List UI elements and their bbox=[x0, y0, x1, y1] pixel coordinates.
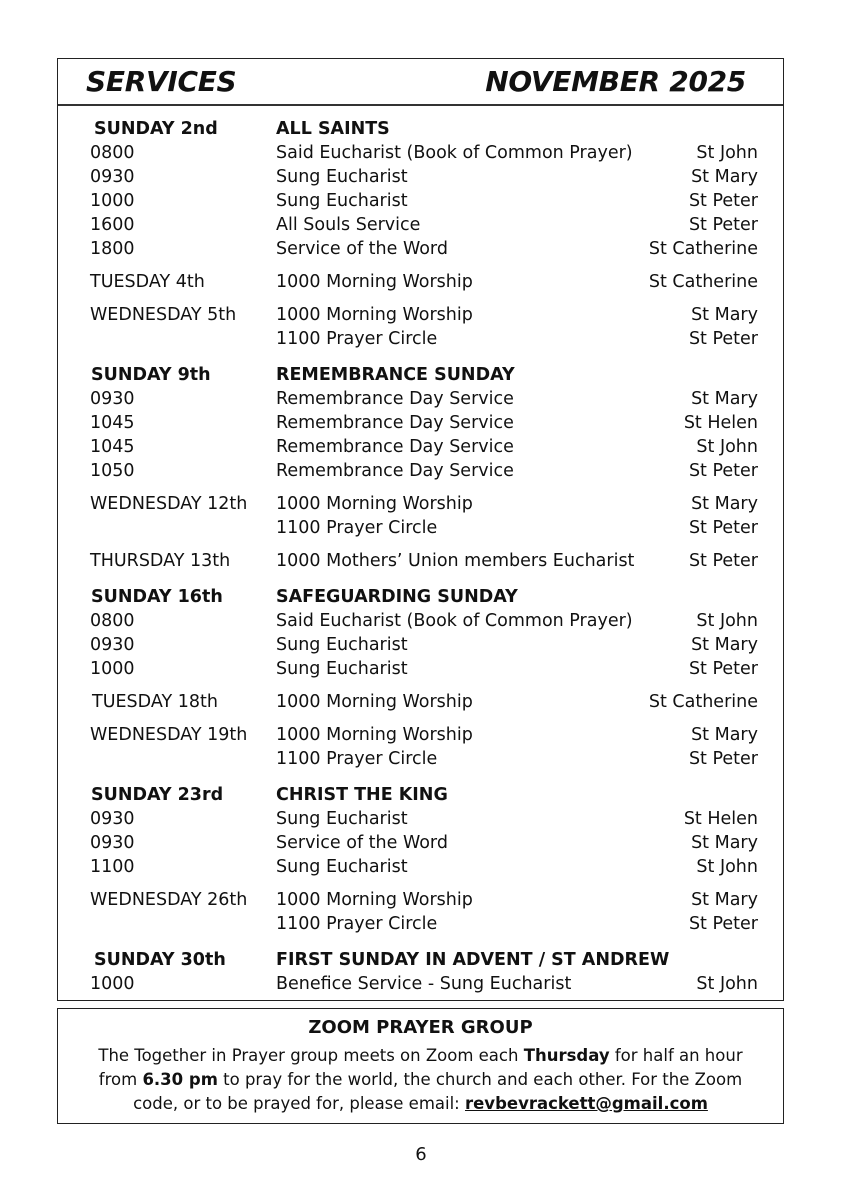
service-location: St Peter bbox=[688, 659, 758, 679]
service-location: St Mary bbox=[691, 305, 758, 325]
service-day-time: 1600 bbox=[90, 215, 135, 235]
service-day-time: WEDNESDAY 12th bbox=[90, 494, 248, 514]
service-day-time: 0930 bbox=[90, 809, 135, 829]
service-event: SAFEGUARDING SUNDAY bbox=[276, 587, 518, 607]
service-day-time: WEDNESDAY 26th bbox=[90, 890, 248, 910]
service-location: St Peter bbox=[688, 215, 758, 235]
services-box bbox=[57, 58, 784, 1001]
service-row bbox=[58, 303, 783, 327]
service-location: St Peter bbox=[688, 749, 758, 769]
service-location: St John bbox=[696, 974, 758, 994]
service-row bbox=[58, 141, 783, 165]
zoom-text-line-3: code, or to be prayed for, please email: revbevrackett@gmail.com bbox=[133, 1094, 708, 1113]
service-row bbox=[58, 327, 783, 351]
service-event: Said Eucharist (Book of Common Prayer) bbox=[276, 611, 633, 631]
service-day-heading bbox=[58, 117, 783, 141]
service-location: St Mary bbox=[691, 494, 758, 514]
service-event: 1000 Morning Worship bbox=[276, 692, 473, 712]
service-row bbox=[58, 888, 783, 912]
service-day-time: 0930 bbox=[90, 167, 135, 187]
service-event: 1000 Morning Worship bbox=[276, 494, 473, 514]
service-row bbox=[58, 213, 783, 237]
page-number: 6 bbox=[415, 1144, 427, 1165]
service-row bbox=[58, 855, 783, 879]
service-event: Remembrance Day Service bbox=[276, 461, 514, 481]
service-day-time: 0930 bbox=[90, 389, 135, 409]
service-day-time: 1000 bbox=[90, 191, 135, 211]
service-row bbox=[58, 516, 783, 540]
service-row bbox=[58, 411, 783, 435]
service-row bbox=[58, 747, 783, 771]
service-location: St Mary bbox=[691, 725, 758, 745]
service-row bbox=[58, 912, 783, 936]
service-location: St John bbox=[696, 437, 758, 457]
service-day-heading bbox=[58, 783, 783, 807]
services-header bbox=[58, 59, 783, 106]
service-event: FIRST SUNDAY IN ADVENT / ST ANDREW bbox=[276, 950, 670, 970]
service-day-time: 1100 bbox=[90, 857, 135, 877]
service-row bbox=[58, 237, 783, 261]
service-event: 1000 Morning Worship bbox=[276, 305, 473, 325]
service-day-heading bbox=[58, 585, 783, 609]
service-day-time: 0800 bbox=[90, 143, 135, 163]
zoom-text-line-1: The Together in Prayer group meets on Zoom each Thursday for half an hour bbox=[98, 1046, 743, 1065]
service-event: 1100 Prayer Circle bbox=[276, 329, 438, 349]
service-event: Sung Eucharist bbox=[276, 191, 408, 211]
service-event: Sung Eucharist bbox=[276, 659, 408, 679]
service-day-time: 1045 bbox=[90, 413, 135, 433]
service-location: St Helen bbox=[683, 413, 758, 433]
service-row bbox=[58, 189, 783, 213]
service-day-time: 0930 bbox=[90, 635, 135, 655]
service-day-time: TUESDAY 4th bbox=[90, 272, 205, 292]
service-event: 1000 Morning Worship bbox=[276, 725, 473, 745]
service-day-time: SUNDAY 23rd bbox=[91, 785, 224, 805]
service-day-time: SUNDAY 2nd bbox=[94, 119, 218, 139]
service-row bbox=[58, 165, 783, 189]
service-day-time: 1000 bbox=[90, 974, 135, 994]
service-event: CHRIST THE KING bbox=[276, 785, 448, 805]
service-row bbox=[58, 387, 783, 411]
service-event: Remembrance Day Service bbox=[276, 413, 514, 433]
service-day-time: 0800 bbox=[90, 611, 135, 631]
service-day-time: 0930 bbox=[90, 833, 135, 853]
service-row bbox=[58, 831, 783, 855]
service-event: ALL SAINTS bbox=[276, 119, 390, 139]
service-day-time: WEDNESDAY 5th bbox=[90, 305, 237, 325]
service-row bbox=[58, 807, 783, 831]
service-location: St Catherine bbox=[648, 272, 758, 292]
service-event: 1100 Prayer Circle bbox=[276, 914, 438, 934]
service-location: St Peter bbox=[688, 191, 758, 211]
service-row bbox=[58, 609, 783, 633]
service-row bbox=[58, 633, 783, 657]
service-row bbox=[58, 657, 783, 681]
service-row bbox=[58, 270, 783, 294]
service-day-time: 1800 bbox=[90, 239, 135, 259]
service-row bbox=[58, 549, 783, 573]
service-event: Service of the Word bbox=[276, 833, 448, 853]
service-row bbox=[58, 492, 783, 516]
service-day-time: TUESDAY 18th bbox=[92, 692, 218, 712]
service-event: Sung Eucharist bbox=[276, 809, 408, 829]
service-event: 1100 Prayer Circle bbox=[276, 749, 438, 769]
service-event: Benefice Service - Sung Eucharist bbox=[276, 974, 572, 994]
service-event: 1000 Morning Worship bbox=[276, 272, 473, 292]
service-event: Sung Eucharist bbox=[276, 167, 408, 187]
month-title: NOVEMBER 2025 bbox=[485, 65, 746, 98]
service-event: Remembrance Day Service bbox=[276, 437, 514, 457]
service-location: St Catherine bbox=[648, 692, 758, 712]
service-location: St Mary bbox=[691, 833, 758, 853]
zoom-text-line-2: from 6.30 pm to pray for the world, the church and each other. For the Zoom bbox=[98, 1070, 743, 1089]
service-day-time: 1000 bbox=[90, 659, 135, 679]
service-day-heading bbox=[58, 363, 783, 387]
service-day-time: SUNDAY 30th bbox=[94, 950, 226, 970]
service-day-time: SUNDAY 9th bbox=[91, 365, 211, 385]
service-day-time: 1050 bbox=[90, 461, 135, 481]
service-location: St Peter bbox=[688, 551, 758, 571]
email-link[interactable]: revbevrackett@gmail.com bbox=[464, 1094, 708, 1113]
service-day-time: THURSDAY 13th bbox=[90, 551, 231, 571]
service-day-time: 1045 bbox=[90, 437, 135, 457]
service-location: St Mary bbox=[691, 167, 758, 187]
service-event: Sung Eucharist bbox=[276, 635, 408, 655]
service-location: St Peter bbox=[688, 461, 758, 481]
service-location: St Mary bbox=[691, 635, 758, 655]
service-event: Said Eucharist (Book of Common Prayer) bbox=[276, 143, 633, 163]
service-event: Sung Eucharist bbox=[276, 857, 408, 877]
service-day-time: WEDNESDAY 19th bbox=[90, 725, 248, 745]
service-row bbox=[58, 972, 783, 996]
service-location: St Peter bbox=[688, 329, 758, 349]
service-location: St Peter bbox=[688, 518, 758, 538]
service-event: 1000 Morning Worship bbox=[276, 890, 473, 910]
service-row bbox=[58, 690, 783, 714]
service-day-time: SUNDAY 16th bbox=[91, 587, 223, 607]
service-event: 1000 Mothers’ Union members Eucharist bbox=[276, 551, 635, 571]
service-location: St Mary bbox=[691, 890, 758, 910]
service-event: REMEMBRANCE SUNDAY bbox=[276, 365, 515, 385]
service-row bbox=[58, 435, 783, 459]
service-event: 1100 Prayer Circle bbox=[276, 518, 438, 538]
service-location: St John bbox=[696, 143, 758, 163]
service-location: St Peter bbox=[688, 914, 758, 934]
services-title: SERVICES bbox=[86, 65, 237, 98]
service-event: Remembrance Day Service bbox=[276, 389, 514, 409]
service-location: St Helen bbox=[683, 809, 758, 829]
service-row bbox=[58, 459, 783, 483]
zoom-prayer-box bbox=[57, 1008, 784, 1124]
service-day-heading bbox=[58, 948, 783, 972]
service-event: All Souls Service bbox=[276, 215, 421, 235]
service-row bbox=[58, 723, 783, 747]
service-event: Service of the Word bbox=[276, 239, 448, 259]
service-location: St John bbox=[696, 857, 758, 877]
service-location: St Catherine bbox=[648, 239, 758, 259]
service-location: St John bbox=[696, 611, 758, 631]
zoom-title: ZOOM PRAYER GROUP bbox=[308, 1017, 533, 1038]
service-location: St Mary bbox=[691, 389, 758, 409]
